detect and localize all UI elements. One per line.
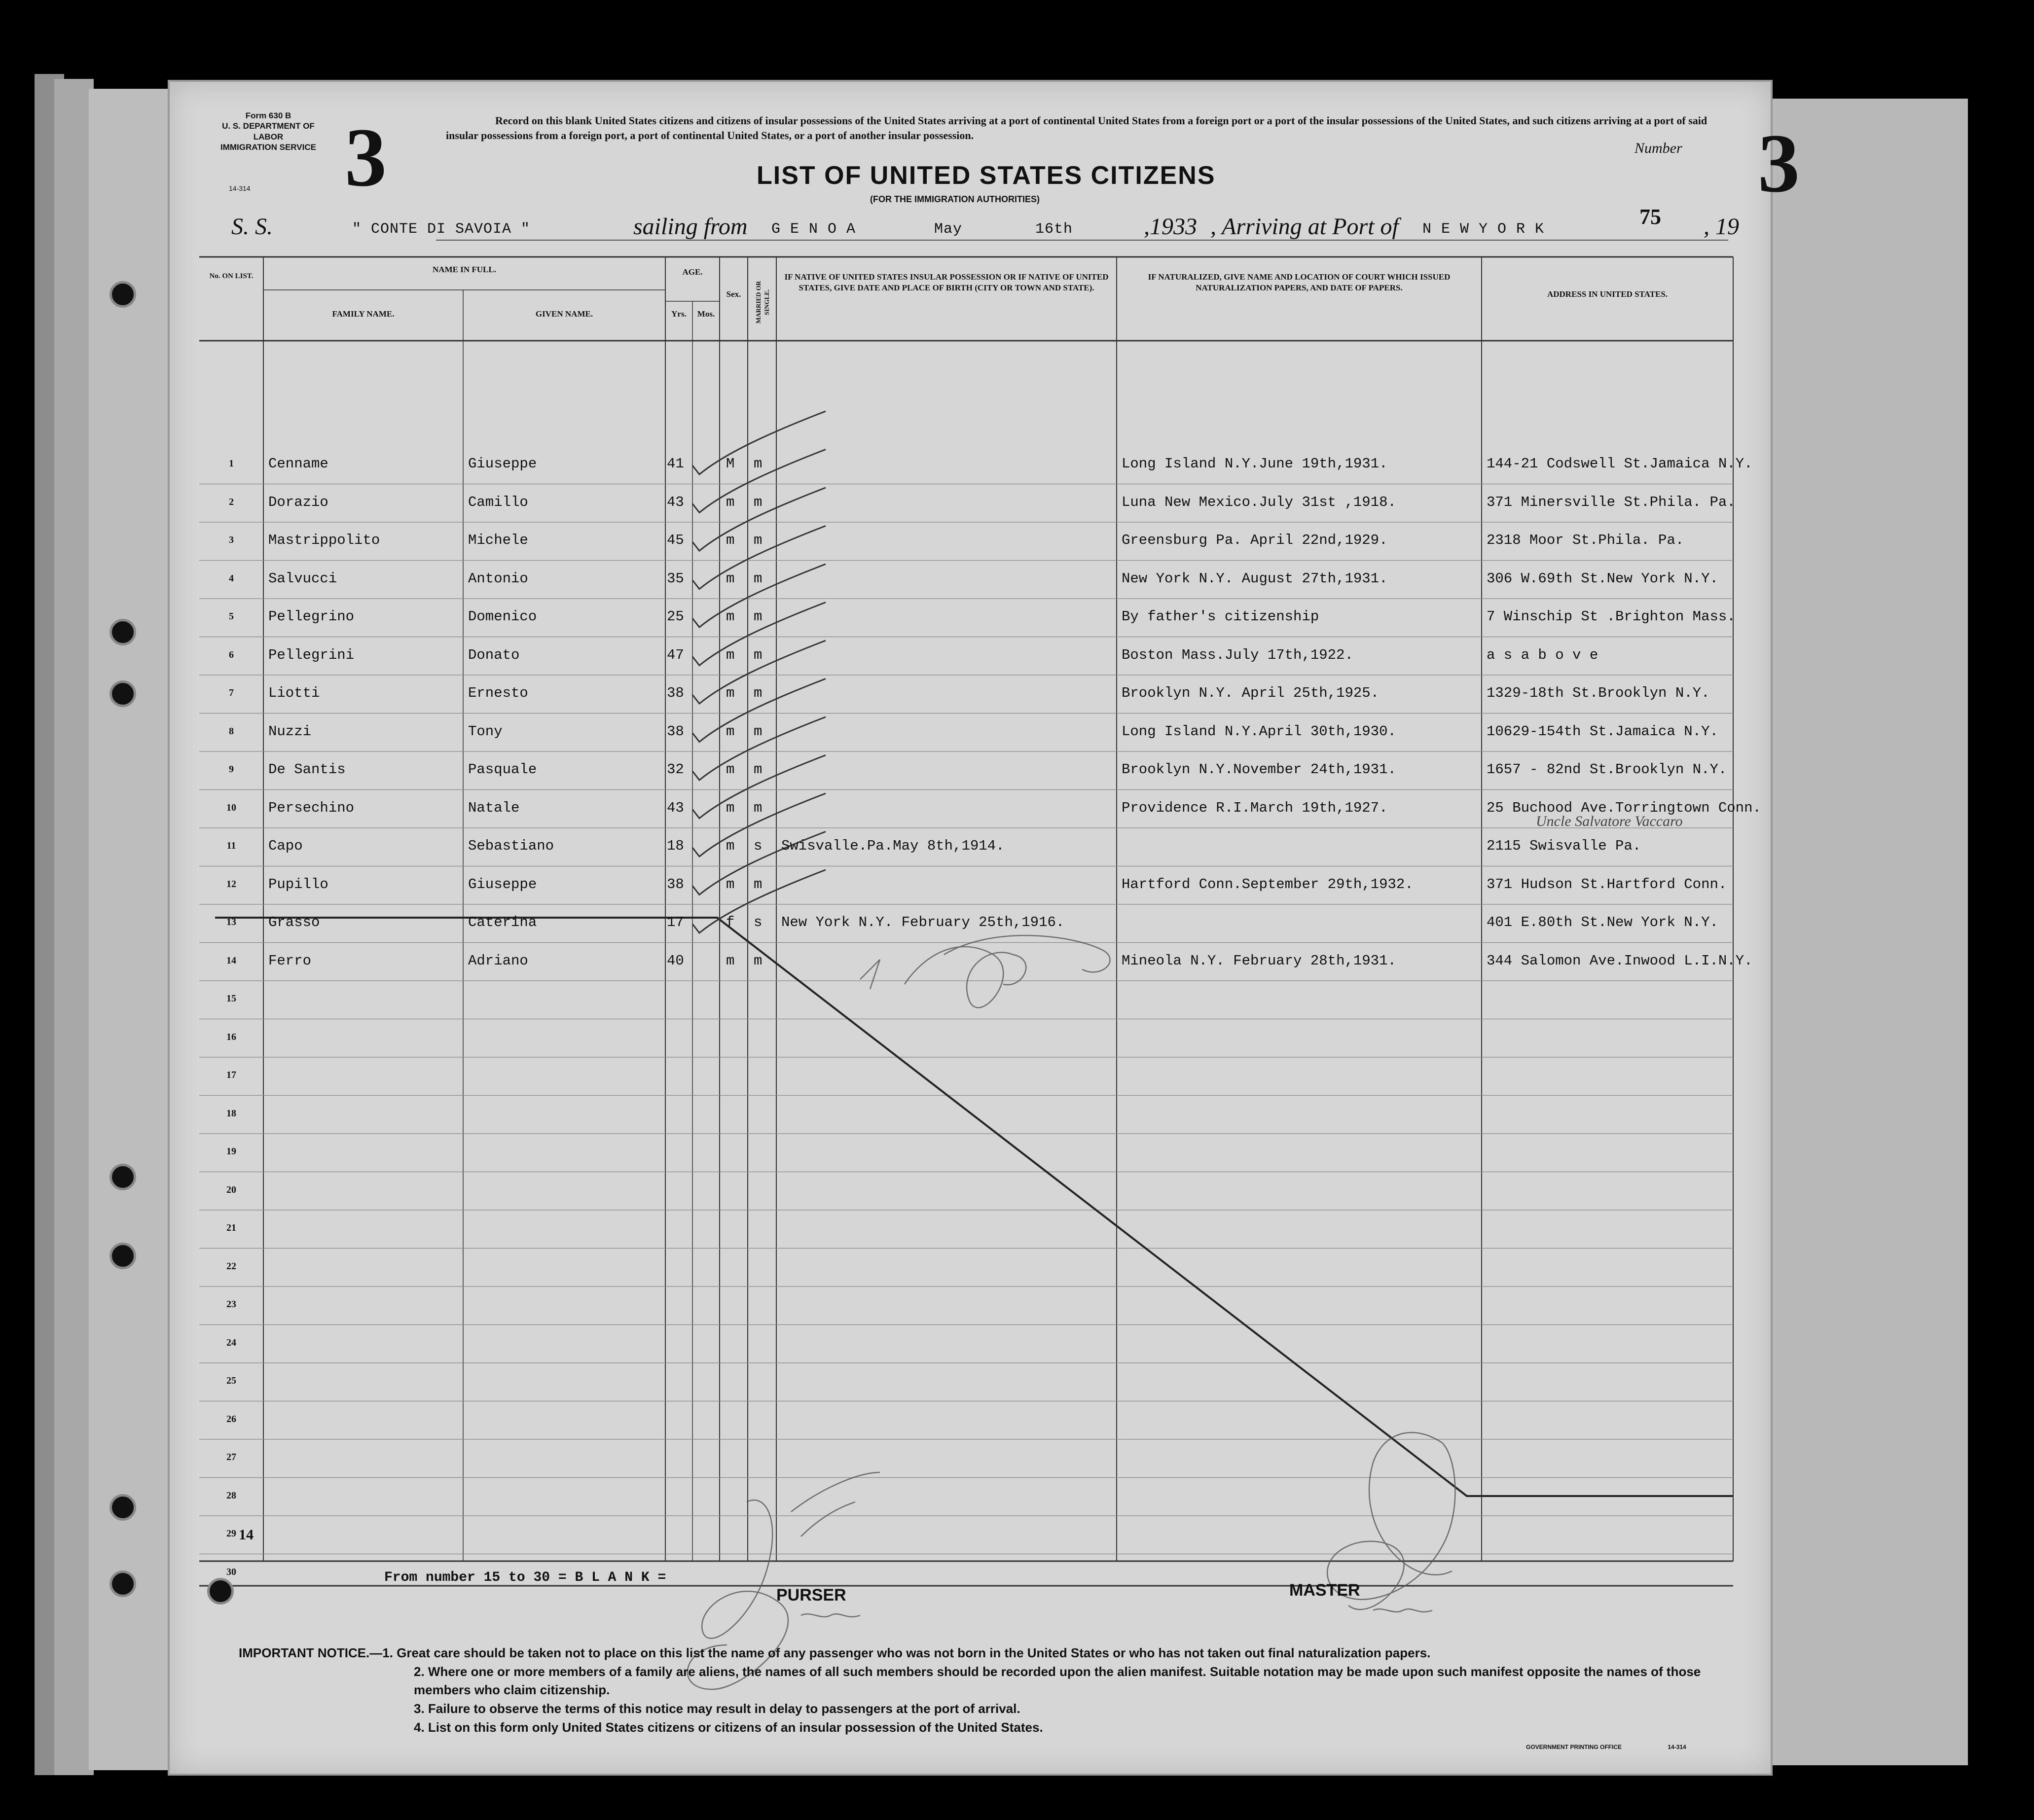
cell-address: 371 Minersville St.Phila. Pa. [1487,494,1736,510]
cell-address: 401 E.80th St.New York N.Y. [1487,914,1718,930]
intro-text: Record on this blank United States citizens and citizens of insular possessions of the United States arriving at a port of continental United States from a foreign port or a port of the insular possessions of the United States, and such citizens arriving at a port of said insular possessions from a foreign port, a port of continental United States, or a port of another insular possession. [446,114,1707,142]
cell-address: 2115 Swisvalle Pa. [1487,838,1641,854]
number-right: 3 [1758,117,1800,210]
row-number: 4 [229,572,234,584]
cell-address: 2318 Moor St.Phila. Pa. [1487,532,1684,548]
number-label: Number [1634,140,1682,156]
cell-ms: m [754,646,763,663]
cell-given: Adriano [468,952,528,969]
cell-ms: m [754,876,763,892]
punch-hole [109,281,136,308]
header-mos: Mos. [697,309,715,319]
printer-name: GOVERNMENT PRINTING OFFICE [1526,1744,1622,1750]
cell-sex: m [726,608,735,625]
cell-age: 17 [667,914,684,930]
row-number: 3 [229,535,234,545]
cell-birth: Swisvalle.Pa.May 8th,1914. [781,838,1005,854]
cell-naturalized: Boston Mass.July 17th,1922. [1122,646,1353,663]
row-number: 15 [226,993,236,1004]
punch-hole [109,1243,136,1269]
row-number: 17 [226,1070,236,1080]
ss-label: S. S. [231,214,273,240]
cell-ms: s [754,914,763,930]
cell-family: Capo [268,838,303,854]
punch-hole [109,1570,136,1597]
back-page-left-2 [54,79,94,1775]
form-ref-line-3: IMMIGRATION SERVICE [220,142,316,152]
row-number: 22 [226,1260,236,1272]
cell-family: Grasso [268,914,320,930]
cell-age: 35 [667,570,684,587]
row-number: 1 [229,458,234,469]
master-label: MASTER [1289,1581,1360,1600]
row13-note: Uncle Salvatore Vaccaro [1536,813,1683,829]
handwritten-number: 75 [1639,205,1661,229]
cell-ms: s [754,838,763,854]
row-number: 25 [226,1375,236,1386]
cell-naturalized: Brooklyn N.Y. April 25th,1925. [1122,685,1380,701]
cell-family: Mastrippolito [268,532,380,548]
cell-ms: m [754,456,763,472]
header-age: AGE. [682,267,703,277]
cell-sex: M [726,456,735,472]
header-birth: IF NATIVE OF UNITED STATES INSULAR POSSESSION OR IF NATIVE OF UNITED STATES, GIVE DATE AND PLACE OF BIRTH (CITY OR TOWN AND STATE). [784,272,1109,293]
cell-family: Ferro [268,952,312,969]
year-suffix: , 19 [1704,214,1739,240]
header-naturalized: IF NATURALIZED, GIVE NAME AND LOCATION OF COURT WHICH ISSUED NATURALIZATION PAPERS, AND DATE OF PAPERS. [1148,272,1451,293]
notice-heading: IMPORTANT NOTICE. [239,1645,370,1660]
cell-age: 43 [667,799,684,816]
row-number: 7 [229,687,234,698]
row-number: 2 [229,496,234,507]
cell-age: 25 [667,608,684,625]
cell-address: 10629-154th St.Jamaica N.Y. [1487,723,1718,740]
cell-naturalized: Providence R.I.March 19th,1927. [1122,799,1388,816]
header-sex: Sex. [726,289,741,299]
cell-sex: m [726,838,735,854]
row-number: 6 [229,649,234,660]
printer-footer [1526,1744,1686,1750]
cell-address: 371 Hudson St.Hartford Conn. [1487,876,1727,892]
row-number: 8 [229,725,234,737]
total-count: 14 [239,1527,254,1543]
cell-given: Tony [468,723,503,740]
cell-family: De Santis [268,761,346,778]
row-number: 10 [226,802,236,813]
cell-ms: m [754,532,763,548]
row-number: 20 [226,1184,236,1195]
cell-family: Nuzzi [268,723,312,740]
row-number: 26 [226,1413,236,1425]
cell-sex: m [726,876,735,892]
notice-text-1: —1. Great care should be taken not to place on this list the name of any passenger who was not born in the United States or who has not taken out final naturalization papers. [369,1645,1431,1660]
punch-hole [109,1494,136,1521]
row-number: 24 [226,1337,236,1348]
cell-family: Liotti [268,685,320,701]
header-name-in-full: NAME IN FULL. [433,265,496,274]
cell-naturalized: Luna New Mexico.July 31st ,1918. [1122,494,1396,510]
header-family-name: FAMILY NAME. [332,309,395,319]
cell-sex: m [726,494,735,510]
cell-age: 47 [667,646,684,663]
form-ref-line-2: U. S. DEPARTMENT OF LABOR [222,121,315,142]
cell-family: Salvucci [268,570,337,587]
cell-naturalized: Long Island N.Y.June 19th,1931. [1122,456,1388,472]
cell-given: Donato [468,646,520,663]
notice-text-4: 4. List on this form only United States citizens or citizens of an insular possession of the United States. [414,1719,1043,1735]
cell-family: Persechino [268,799,355,816]
punch-hole [207,1578,234,1605]
punch-hole [109,680,136,707]
row-number: 5 [229,611,234,622]
cell-age: 32 [667,761,684,778]
cell-address: 7 Winschip St .Brighton Mass. [1487,608,1736,625]
cell-ms: m [754,799,763,816]
cell-address: a s a b o v e [1487,646,1598,663]
port-to: N E W Y O R K [1422,221,1545,238]
cell-sex: f [726,914,735,930]
cell-ms: m [754,494,763,510]
notice-text-2: 2. Where one or more members of a family are aliens, the names of all such members should be recorded upon the alien manifest. Suitable notation may be made upon such manifest opposite the names of those members who claim citizenship. [414,1664,1701,1698]
page-title: LIST OF UNITED STATES CITIZENS [757,161,1216,190]
cell-naturalized: Brooklyn N.Y.November 24th,1931. [1122,761,1396,778]
row-number: 21 [226,1222,236,1233]
row-number: 9 [229,764,234,775]
ship-name: " CONTE DI SAVOIA " [352,221,531,238]
row-number: 23 [226,1299,236,1310]
cell-given: Camillo [468,494,528,510]
row-number: 30 [226,1566,236,1577]
cell-naturalized: By father's citizenship [1122,608,1319,625]
cell-sex: m [726,532,735,548]
row-number: 13 [226,917,236,928]
arriving-label: , Arriving at Port of [1210,214,1399,240]
row-number: 16 [226,1031,236,1042]
cell-address: 1657 - 82nd St.Brooklyn N.Y. [1487,761,1727,778]
cell-age: 45 [667,532,684,548]
form-ref-line-1: Form 630 B [245,111,291,120]
cell-sex: m [726,761,735,778]
purser-label: PURSER [776,1586,846,1605]
cell-family: Cenname [268,456,328,472]
cell-naturalized: Mineola N.Y. February 28th,1931. [1122,952,1396,969]
cell-given: Giuseppe [468,876,537,892]
punch-hole [109,1164,136,1190]
blank-line: From number 15 to 30 = B L A N K = [384,1570,666,1585]
cell-given: Natale [468,799,520,816]
header-yrs: Yrs. [671,309,687,319]
cell-address: 144-21 Codswell St.Jamaica N.Y. [1487,456,1753,472]
port-from: G E N O A [771,221,856,238]
sail-month: May [934,221,963,238]
cell-given: Antonio [468,570,528,587]
cell-age: 40 [667,952,684,969]
row-number: 28 [226,1490,236,1501]
cell-sex: m [726,685,735,701]
cell-address: 25 Buchood Ave.Torringtown Conn. [1487,799,1761,816]
cell-address: 344 Salomon Ave.Inwood L.I.N.Y. [1487,952,1753,969]
manifest-page [168,80,1800,1776]
number-left: 3 [345,111,387,204]
cell-given: Ernesto [468,685,528,701]
row-number: 27 [226,1452,236,1463]
cell-naturalized: Hartford Conn.September 29th,1932. [1122,876,1414,892]
cell-ms: m [754,608,763,625]
cell-address: 1329-18th St.Brooklyn N.Y. [1487,685,1710,701]
header-no-on-list: No. ON LIST. [209,272,254,280]
sail-day: 16th [1035,221,1073,238]
row-number: 29 [226,1528,236,1539]
cell-sex: m [726,570,735,587]
cell-naturalized: Greensburg Pa. April 22nd,1929. [1122,532,1388,548]
printer-code: 14-314 [1668,1744,1686,1750]
cell-given: Sebastiano [468,838,554,854]
cell-naturalized: Long Island N.Y.April 30th,1930. [1122,723,1396,740]
cell-ms: m [754,723,763,740]
notice-text-3: 3. Failure to observe the terms of this notice may result in delay to passengers at the port of arrival. [414,1701,1020,1716]
cell-age: 43 [667,494,684,510]
cell-ms: m [754,952,763,969]
punch-hole [109,619,136,645]
cell-naturalized: New York N.Y. August 27th,1931. [1122,570,1388,587]
cell-sex: m [726,723,735,740]
cell-birth: New York N.Y. February 25th,1916. [781,914,1065,930]
cell-given: Pasquale [468,761,537,778]
row-number: 18 [226,1107,236,1119]
cell-address: 306 W.69th St.New York N.Y. [1487,570,1718,587]
code-top: 14-314 [229,184,251,192]
cell-family: Pellegrini [268,646,355,663]
header-given-name: GIVEN NAME. [535,309,593,319]
cell-age: 38 [667,723,684,740]
cell-given: Michele [468,532,528,548]
cell-family: Pellegrino [268,608,355,625]
cell-age: 38 [667,876,684,892]
cell-ms: m [754,570,763,587]
page-subtitle: (FOR THE IMMIGRATION AUTHORITIES) [870,194,1040,204]
notice-item-1 [239,1644,1718,1663]
cell-sex: m [726,646,735,663]
cell-age: 18 [667,838,684,854]
cell-family: Pupillo [268,876,328,892]
row-number: 14 [226,955,236,966]
cell-age: 41 [667,456,684,472]
cell-ms: m [754,685,763,701]
sailing-label: sailing from [633,214,748,240]
header-address: ADDRESS IN UNITED STATES. [1547,289,1668,299]
header-married-single: MARRIED OR SINGLE. [755,281,770,324]
cell-sex: m [726,952,735,969]
important-notice [239,1644,1718,1737]
row-number: 12 [226,878,236,890]
cell-given: Giuseppe [468,456,537,472]
cell-family: Dorazio [268,494,328,510]
cell-given: Caterina [468,914,537,930]
cell-age: 38 [667,685,684,701]
cell-sex: m [726,799,735,816]
sail-year: ,1933 [1144,214,1197,240]
row-number: 19 [226,1146,236,1157]
row-number: 11 [226,840,236,851]
cell-ms: m [754,761,763,778]
back-page-right [1771,99,1968,1765]
cell-given: Domenico [468,608,537,625]
